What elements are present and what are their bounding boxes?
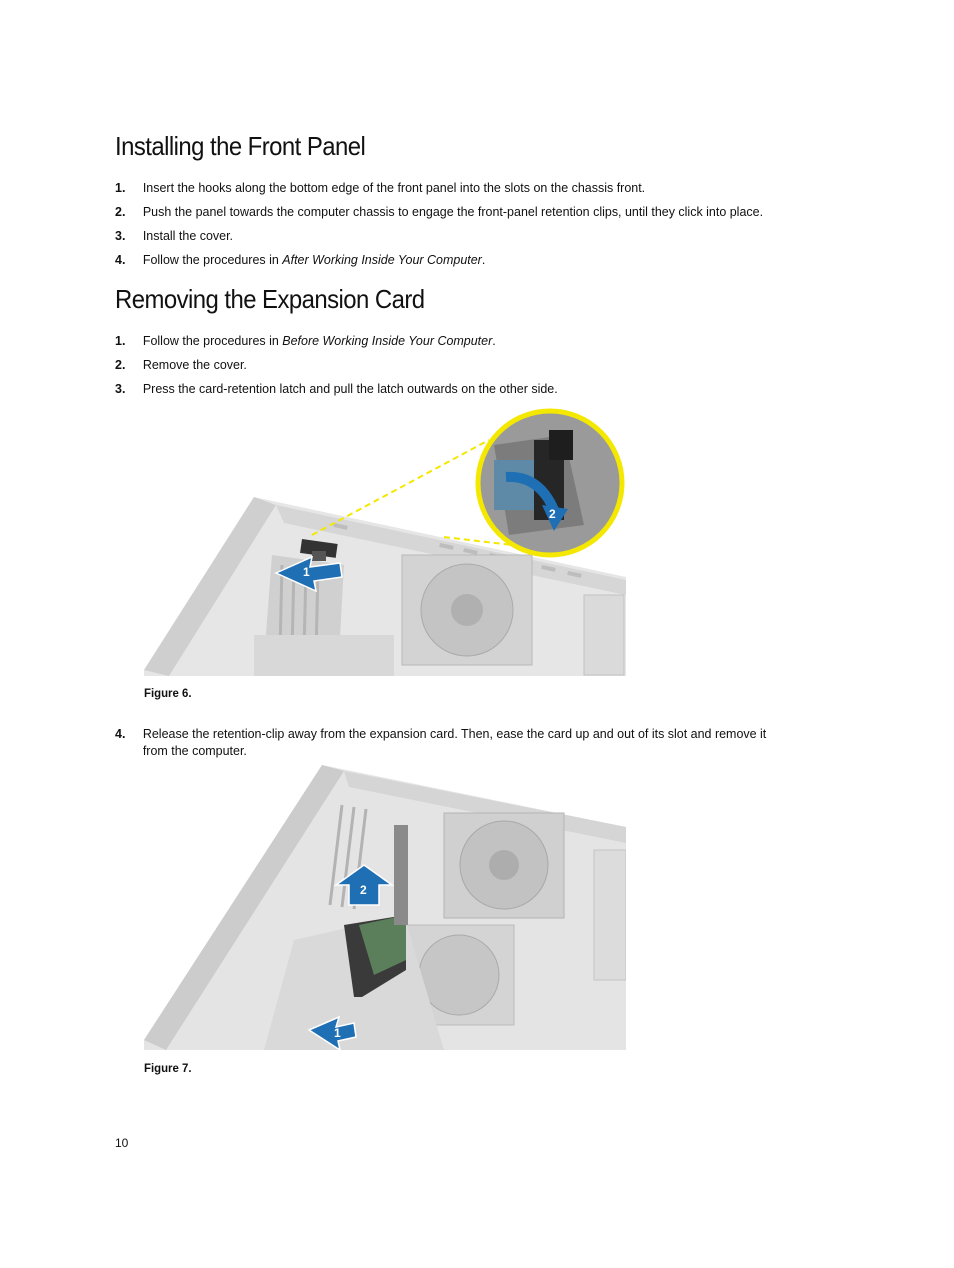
step-text: Press the card-retention latch and pull the latch outwards on the other side.	[142, 381, 558, 396]
section-title-removing-expansion-card: Removing the Expansion Card	[115, 284, 425, 314]
step-text	[143, 332, 781, 349]
step-text-reference: After Working Inside Your Computer	[282, 252, 482, 267]
step-number: 3.	[115, 228, 126, 243]
step-text-post: .	[492, 333, 496, 348]
chassis-latch-illustration	[144, 405, 626, 676]
step-text-pre: Follow the procedures in	[142, 252, 283, 267]
figure-7-illustration	[144, 765, 626, 1050]
step-number: 2.	[115, 204, 126, 219]
step-text	[143, 251, 781, 268]
card-removal-illustration	[144, 765, 626, 1050]
step-number: 2.	[115, 357, 126, 372]
step-text: Release the retention-clip away from the expansion card. Then, ease the card up and out of its slot and remove it from the computer.	[142, 726, 767, 758]
step-text: Insert the hooks along the bottom edge of the front panel into the slots on the chassis front.	[142, 180, 646, 195]
step-text: Remove the cover.	[142, 357, 247, 372]
callout-number-2: 2	[360, 883, 367, 897]
step-number: 4.	[115, 252, 126, 267]
callout-number-1: 1	[303, 565, 310, 579]
step-text: Push the panel towards the computer chassis to engage the front-panel retention clips, until they click into place.	[142, 204, 764, 219]
step-text-post: .	[481, 252, 486, 267]
section-title-installing-front-panel: Installing the Front Panel	[115, 131, 366, 161]
step-text-pre: Follow the procedures in	[142, 333, 283, 348]
step-text-reference: Before Working Inside Your Computer	[282, 333, 493, 348]
step-text: Install the cover.	[142, 228, 234, 243]
figure-caption: Figure 7.	[144, 1061, 192, 1075]
step-number: 3.	[115, 381, 126, 396]
page-number: 10	[115, 1136, 129, 1150]
step-number: 1.	[115, 333, 126, 348]
figure-6-illustration	[144, 405, 626, 676]
figure-caption: Figure 6.	[144, 686, 192, 700]
step-number: 4.	[115, 726, 126, 741]
callout-number-2: 2	[549, 507, 556, 521]
step-number: 1.	[115, 180, 126, 195]
callout-number-1: 1	[334, 1026, 341, 1040]
